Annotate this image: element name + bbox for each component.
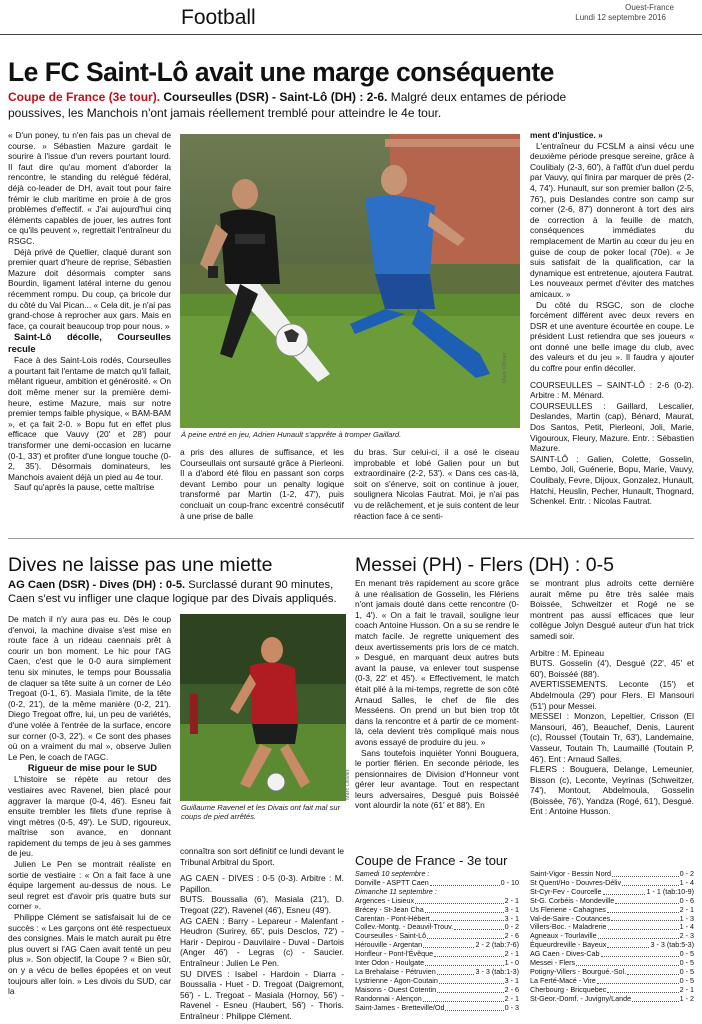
result-score: 1 - 2 <box>679 993 694 1003</box>
result-teams: Agneaux - Tourlaville <box>530 931 597 941</box>
article1-column-1 <box>8 130 171 493</box>
paragraph: L'histoire se répète au retour des vestiaires avec Ravenel, bien placé pour aggraver la marque (0-4, 46'). Esneu fait ensuite trembler les filets d'une reprise à vingt mètres (0-5, 49'). Le SUD, rigoureux, maîtrise son avance, en donnant rapidement du temps de jeu à ses gammes de jeu. <box>8 774 171 859</box>
cup-results-title: Coupe de France - 3e tour <box>355 853 508 868</box>
result-teams: La Brehalaise - Pétruvien <box>355 966 436 976</box>
article3-column-2 <box>530 578 694 817</box>
leader-dots <box>415 897 503 904</box>
result-teams: Donville - ASPTT Caen <box>355 877 429 887</box>
lineup-line: MESSEI : Monzon, Lepeltier, Crisson (El Mansouri, 46'), Beauchef, Denis, Laurent (c), Roussel (Toutain Tr, 63'), Landemaine, Vasseur, Toutain Th, Laumaillé (Toutain P, 46'). Ent : Arnaud Salles. <box>530 711 694 764</box>
leader-dots <box>603 888 646 895</box>
article1-column-2 <box>180 447 344 521</box>
paragraph: Du côté du RSGC, son de cloche forcément différent avec deux revers en DSR et une aventure écourtée en coupe. Le président Lust retiendra que ses joueurs « ont donné une belle image du club, avec des valeurs et du jeu ». Il faudra y ajouter du coffre pour enfin décoller. <box>530 299 694 374</box>
result-teams: Courseulles - Saint-Lô <box>355 931 427 941</box>
header-rule <box>0 34 702 35</box>
article2-lead <box>8 578 343 607</box>
leader-dots <box>615 897 678 904</box>
leader-dots <box>607 986 678 993</box>
article1-intro: Malgré deux entames de période poussives, les Manchois n'ont jamais réellement tremblé pour atteindre le 4e tour. <box>8 90 567 120</box>
article3-title: Messei (PH) - Flers (DH) : 0-5 <box>355 554 614 576</box>
result-teams: Honfleur - Pont-l'Évêque <box>355 949 434 959</box>
paragraph: ment d'injustice. » <box>530 130 603 140</box>
article1-column-3 <box>354 447 519 521</box>
lineup-line: BUTS. Gosselin (4'), Desgué (22', 45' et 60'), Boisséé (88'). <box>530 658 694 679</box>
paragraph: Face à des Saint-Lois rodés, Courseulles a pourtant fait l'entame de match qu'il fallait, mêlant rigueur, ambition et générosité. « On doit même mener sur la première demi-heure, estime Mazure, mais sur notre premier temps faible physique, « BAM-BAM », et ça fait 2-0. » Bopu fut en effet plus efficace que Vauvy (20' et 28') pour transformer une demi-occasion en lucarne (0-1, 33') et profiter d'une longue touche (0-2, 35'). Désormais dominateurs, les Manchois avaient déjà un pied au 4e tour. <box>8 355 171 482</box>
leader-dots <box>607 906 679 913</box>
result-score: 0 - 2 <box>679 869 694 878</box>
leader-dots <box>430 879 500 886</box>
result-score: 0 - 5 <box>679 975 694 985</box>
result-teams: St-Cyr-Fev - Courcelle <box>530 886 602 896</box>
result-score: 3 - 1 <box>504 913 519 923</box>
leader-dots <box>622 879 679 886</box>
result-teams: Val-de-Saire - Coutances <box>530 913 611 923</box>
result-teams: Carentan - Pont-Hébert <box>355 913 430 923</box>
result-score: 1 - 3 <box>679 913 694 923</box>
lineup-line: AG CAEN : Barry - Lepareur - Malenfant - Heudron (Surirey, 65', puis Desclos, 72') - Harir - Depirou - Dauvilaire - Duval - Dartois (Anger 46') - Legras (c) - Saucier. Entraîneur : Julien Le Pen. <box>180 915 344 968</box>
result-teams: Inter Odon - Houlgate <box>355 958 425 968</box>
article-divider <box>8 538 694 539</box>
result-score: 3 - 1 <box>504 975 519 985</box>
paragraph: Julien Le Pen se montrait réaliste en sortie de vestiaire : « On a fait face à une équipe largement au-dessus de nous. Le seul regret est d'avoir pris quatre buts sur corner ». <box>8 859 171 912</box>
article2-column-2 <box>180 846 344 1022</box>
article1-lead <box>8 89 568 121</box>
lineup-line: AG CAEN - DIVES : 0-5 (0-3). Arbitre : M. Papillon. <box>180 873 344 894</box>
paragraph: L'entraîneur du FCSLM a ainsi vécu une deuxième période presque sereine, grâce à Coulibaly (2-3, 60'), à l'affût d'un duel perdu par Vauvy, qui finira par marquer de près (2-4, 74'). Hunault, sur son premier ballon (2-5, 76'), puis Deslandes contre son camp sur corner (2-6, 87') donneront à tort des airs de correction à la feuille de match, conséquences immédiates du remplacement de Martin au cœur du jeu en guise de coup de poker local (70e). « Je suis satisfait de la qualification, car la dynamique est entretenue, ajoutera Fautrat. Les nouveaux permet d'éviter des matches amicaux. » <box>530 140 694 299</box>
leader-dots <box>425 906 504 913</box>
result-teams: AG Caen - Dives-Cab <box>530 949 600 959</box>
result-score: 0 - 5 <box>679 949 694 959</box>
result-score: 3 - 1 <box>504 904 519 914</box>
leader-dots <box>445 1004 503 1011</box>
result-score: 0 - 3 <box>504 1002 519 1012</box>
leader-dots <box>611 915 678 922</box>
result-score: 2 - 6 <box>504 984 519 994</box>
leader-dots <box>601 950 679 957</box>
lineup-line: COURSEULLES : Gaillard, Lescalier, Deslandes, Martin (cap), Bénard, Maurat, Dos Santos, Petit, Pierleoni, Joli, Marie, Vigouroux, Fleury, Mazure. Entr. : Sébastien Mazure. <box>530 400 694 454</box>
result-score: 2 - 1 <box>679 904 694 914</box>
result-teams: Us Fleriene - Cahagnes <box>530 904 606 914</box>
paragraph: Sauf qu'après la pause, cette maîtrise <box>14 482 155 493</box>
result-score: 0 - 6 <box>679 895 694 905</box>
result-row <box>530 995 694 1004</box>
result-teams: St-Geor.-Domf. - Juvigny/Lande <box>530 993 632 1003</box>
results-date: Samedi 10 septembre : <box>355 869 430 878</box>
article2-column-1 <box>8 614 171 997</box>
issue-date: Lundi 12 septembre 2016 <box>575 13 666 22</box>
paragraph: Philippe Clément se satisfaisait lui de ce succès : « Les garçons ont été respectueux des consignes. Mais le match aurait pu être plus ouvert si l'AG Caen avait tenté un peu plus ». Son objectif, la Coupe ? « Bien sûr, on y a vécu de belles épopées et on veut toujours aller loin. » Les divois du SUD, car la <box>8 912 171 997</box>
result-teams: La Ferté-Macé - Vire <box>530 975 596 985</box>
paragraph: De match il n'y aura pas eu. Dès le coup d'envoi, la machine divaise s'est mise en route face à un rideau caennais prêt à courir un bon moment. Le hic pour l'AG Caen, c'est que le 0-0 aura simplement tenu six minutes, le temps pour Boussalia de claquer sa tête suite à un corner de Léo Tregoat (0-1, 6'). Masiala l'imite, de la tête (0-2, 21'), de la même manière (0-2, 21'). Diego Tregoat offre, lui, un peu de variétés, d'une volée à l'entrée de la surface, encore sur corner (0-3, 22'). « Ce sont des phases où on a vraiment du mal », observe Julien Le Pen, le coach de l'AGC. <box>8 614 171 762</box>
result-teams: St-G. Corbéis - Mondeville <box>530 895 615 905</box>
result-teams: Maisons - Ouest Cotentin <box>355 984 437 994</box>
lineup-line: FLERS : Bouguera, Delange, Lemeunier, Bisson (c), Leconte, Veyrinas (Schweitzer, 74'), Montout, Abdelmoula, Gosselin (Boissée, 76'), Yandza (Rogé, 61'), Desgué. Ent : Antoine Husson. <box>530 764 694 817</box>
result-score: 0 - 10 <box>500 877 519 887</box>
subheading: Rigueur de mise pour le SUD <box>27 762 158 774</box>
paragraph: « D'un poney, tu n'en fais pas un cheval de course. » Sébastien Mazure gardait le sourire à l'issue d'un revers pourtant lourd. Il faut dire qu'au moment d'aborder la rencontre, le standing du relégué fédéral, déjà co-leader de DH, avait tout pour faire frémir le club maritime en proie à de gros problèmes d'effectif. « J'ai aujourd'hui cinq éléments capables de jouer, les autres font ce qu'ils peuvent », regrettait l'entraîneur du RSGC. <box>8 130 171 246</box>
result-score: 3 - 3 (tab:5-3) <box>650 940 694 950</box>
leader-dots <box>439 977 504 984</box>
leader-dots <box>425 959 503 966</box>
lineup-line: SAINT-LÔ : Galien, Colette, Gosselin, Lembo, Joli, Guénerie, Bopu, Marie, Vauvy, Coulibaly, Fevre, Dijoux, Gonzalez, Hunault, Hatchi, Heuslin, Pecher, Hunault, Thognard, Schenkel. Entr. : Nicolas Fautrat. <box>530 453 694 507</box>
photo-ravenel <box>180 614 346 801</box>
result-score: 1 - 4 <box>679 877 694 887</box>
paragraph: a pris des allures de suffisance, et les Courseullais ont sursauté grâce à Pierleoni. Il a d'abord été filou en passant son corps devant Lembo pour un penalty logique transformé par Martin (1-2, 47'), puis concluait un coup-franc excentré consécutif à une prise de balle <box>180 447 344 521</box>
lineup-line: SU DIVES : Isabel - Hardoin - Diarra - Boussalia - Huet - D. Tregoat (Daigremont, 56') - L. Tregoat - Masiala (Hornoy, 56') - Ravenel - Esneu (Haubert, 56') - Thoris. Entraîneur : Philippe Clément. <box>180 968 344 1021</box>
result-teams: Argences - Lisieux <box>355 895 415 905</box>
leader-dots <box>427 932 503 939</box>
photo-credit: Marc Ollivier <box>345 769 351 800</box>
result-score: 1 - 0 <box>504 958 519 968</box>
article1-column-4 <box>530 130 694 507</box>
lineup-line: COURSEULLES – SAINT-LÔ : 2-6 (0-2). Arbitre : M. Ménard. <box>530 379 694 401</box>
paragraph: En menant très rapidement au score grâce à une réalisation de Gosselin, les Flériens n'ont jamais douté dans cette rencontre (0-1, 4'). « On a fait le travail, souligne leur coach Antoine Husson. On a su se rendre le match facile. Je regrette uniquement des deux avertissements pris lors de ce match. » Desgué, en marquant deux autres buts avant la pause, va enlever tout suspense (0-3, 22' et 45'). « Effectivement, le match était plié à la mi-temps, regrette de son côté Arnaud Salles, le chef de file des Messéens. On prend un but bien trop tôt dans la rencontre et à partir de ce moment-là, cela devient très compliqué mais nous avons essayé de produire du jeu. » <box>355 578 519 747</box>
leader-dots <box>612 870 679 877</box>
result-score: 1 - 1 (tab:10-9) <box>646 886 694 896</box>
leader-dots <box>423 941 474 948</box>
article2-teams: AG Caen (DSR) - Dives (DH) : 0-5. <box>8 579 186 591</box>
result-score: 2 - 1 <box>679 984 694 994</box>
result-teams: Dimanche 11 septembre : <box>355 886 437 896</box>
photo-caption: Guillaume Ravenel et les Divais ont fait mal sur coups de pied arrêtés. <box>181 803 341 822</box>
leader-dots <box>576 959 678 966</box>
photo-credit: Marc Ollivier <box>502 352 508 383</box>
cup-results-right <box>530 870 694 1004</box>
result-score: 1 - 4 <box>679 922 694 932</box>
result-score: 2 - 1 <box>504 895 519 905</box>
result-score: 2 - 1 <box>504 993 519 1003</box>
leader-dots <box>434 950 504 957</box>
leader-dots <box>431 915 504 922</box>
result-teams: Cherbourg - Bricquebec <box>530 984 607 994</box>
result-teams: Collev.-Montg. - Deauvil-Trouv. <box>355 922 454 932</box>
result-score: 0 - 2 <box>504 922 519 932</box>
leader-dots <box>597 977 679 984</box>
paragraph: Sans toutefois inquiéter Yonni Bouguera, le portier flérien. En seconde période, les pensionnaires de Division d'Honneur vont gérer leur avantage. Tout en respectant leurs adversaires, Desgué puis Boisséé vont alourdir la note (61' et 88'). En <box>355 747 519 811</box>
leader-dots <box>598 932 679 939</box>
article2-intro: Surclassé durant 90 minutes, Caen s'est vu infliger une claque logique par des Divais appliqués. <box>8 579 337 606</box>
result-teams: Villers-Boc. - Maladrerie <box>530 922 607 932</box>
result-teams: Messei - Flers <box>530 958 576 968</box>
lineup-line: BUTS. Boussalia (6'), Masiala (21'), D. Tregoat (22'), Ravenel (46'), Esneu (49'). <box>180 894 344 915</box>
result-row <box>355 1004 519 1013</box>
result-teams: Brécey - St-Jean Cha <box>355 904 424 914</box>
result-score: 2 - 3 <box>679 931 694 941</box>
football-player-image <box>180 614 346 801</box>
lineup-line: Arbitre : M. Epineau <box>530 647 605 658</box>
leader-dots <box>437 968 475 975</box>
subheading: Saint-Lô décolle, Courseulles recule <box>8 331 171 355</box>
article3-column-1 <box>355 578 519 811</box>
leader-dots <box>454 923 503 930</box>
cup-results-left <box>355 870 519 1013</box>
football-players-image <box>180 134 520 428</box>
leader-dots <box>632 995 679 1002</box>
result-teams: St Quent/Ho - Douvres-Déliv <box>530 877 622 887</box>
result-teams: Lystrienne - Agon-Coutain <box>355 975 438 985</box>
result-teams: Saint-Vigor - Bessin Nord <box>530 869 611 878</box>
result-teams: Équeurdreville - Bayeux <box>530 940 607 950</box>
photo-hunault <box>180 134 520 428</box>
article2-title: Dives ne laisse pas une miette <box>8 554 273 576</box>
paragraph: connaîtra son sort définitif ce lundi devant le Tribunal Arbitral du Sport. <box>180 846 344 867</box>
article1-teams: Courseulles (DSR) - Saint-Lô (DH) : 2-6. <box>163 90 388 104</box>
paragraph: Déjà privé de Quellier, claqué durant son premier quart d'heure de reprise, Sébastien Mazure doit désormais compter sans Bourdin, ligament latéral interne du genou récemment rompu. Du coup, ça bricole dur du côté du Val Pican... « Cela dit, je n'ai pas grand-chose à reprocher aux gars. Mais en face, ça courait beaucoup trop pour nous. » <box>8 246 171 331</box>
article1-kicker: Coupe de France (3e tour). <box>8 90 161 104</box>
result-score: 3 - 3 (tab:1-3) <box>475 966 519 976</box>
article1-title: Le FC Saint-Lô avait une marge conséquente <box>8 57 554 87</box>
leader-dots <box>437 986 504 993</box>
leader-dots <box>423 995 504 1002</box>
result-teams: Randonnai - Alençon <box>355 993 422 1003</box>
result-teams: Hérouville - Argentan <box>355 940 423 950</box>
paper-name: Ouest-France <box>625 3 674 12</box>
result-score: 0 - 5 <box>679 966 694 976</box>
result-score: 0 - 5 <box>679 958 694 968</box>
paragraph: se montrant plus adroits cette dernière aurait même pu être très salée mais Boissée, Schweitzer et Rogé ne se montrent pas aussi efficaces que leur collègue Jolyn Desgué auteur d'un hat trick samedi soir. <box>530 578 694 641</box>
result-score: 2 - 1 <box>504 949 519 959</box>
result-score: 2 - 2 (tab:7-6) <box>475 940 519 950</box>
leader-dots <box>607 941 649 948</box>
result-teams: Saint-James - Bretteville/Od <box>355 1002 445 1012</box>
lineup-line: AVERTISSEMENTS. Leconte (15') et Abdelmoula (29') pour Flers. El Mansouri (51') pour Messei. <box>530 679 694 711</box>
section-title: Football <box>181 6 256 29</box>
result-teams: Potigny-Villers - Bourgué.-Sol. <box>530 966 627 976</box>
paragraph: du bras. Sur celui-ci, il a osé le ciseau improbable et lobé Galien pour un but extraordinaire (2-2, 53'). « Dans ces cas-là, soit on s'énerve, soit on continue à jouer, soulignera Nicolas Fautrat. Moi, je n'ai pas vu de relâchement, et je suis content de leur réaction face à ce senti- <box>354 447 519 521</box>
leader-dots <box>608 923 679 930</box>
result-score: 2 - 6 <box>504 931 519 941</box>
photo-caption: À peine entré en jeu, Adrien Hunault s'apprête à tromper Gaillard. <box>181 430 402 439</box>
leader-dots <box>627 968 678 975</box>
